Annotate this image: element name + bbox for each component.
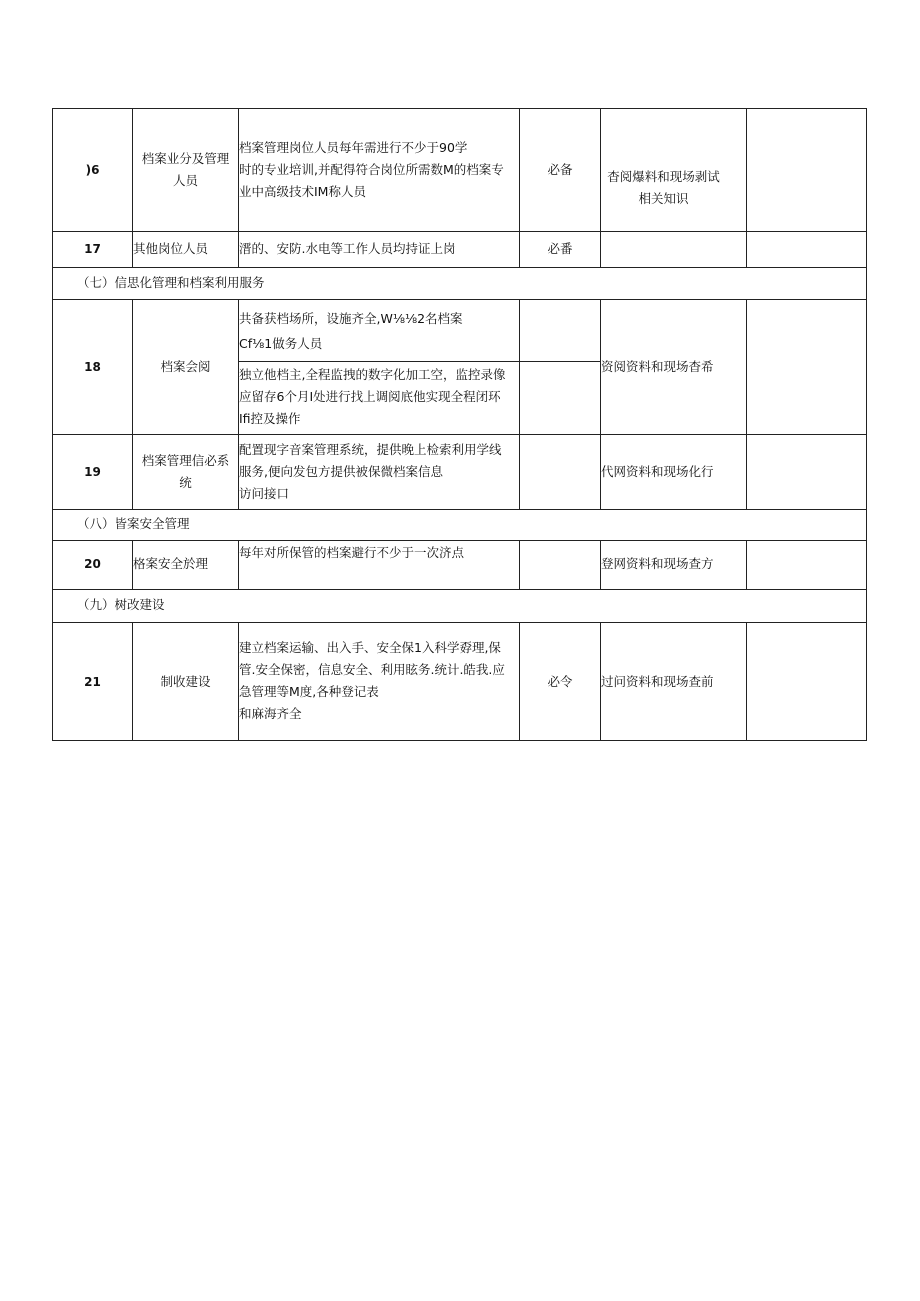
row-number: 18 <box>84 360 101 374</box>
check-method: 过问资料和现场查前 <box>601 674 714 689</box>
row-divider <box>53 299 866 300</box>
col-divider <box>746 299 747 509</box>
requirement-content: 档案管理岗位人员每年需进行不少于90学 时的专业培训,并配得符合岗位所需数M的档案专 业中高级技术IM称人员 <box>239 140 504 199</box>
requirement-content: 配置现字音案管理系统，提供晚上检索利用学线 服务,便向发包方提供被保微档案信息 访问接口 <box>239 442 502 501</box>
requirement-level: 必番 <box>547 241 573 256</box>
row-number: 19 <box>84 465 101 479</box>
row-divider <box>53 622 866 623</box>
row-divider <box>53 509 866 510</box>
item-name: 档案业分及管理 人员 <box>141 151 230 188</box>
row-number: )6 <box>85 163 100 177</box>
item-name: 档案管理信必系 统 <box>141 453 230 490</box>
item-name: 制收建设 <box>160 674 211 689</box>
col-divider <box>519 299 520 509</box>
row-divider <box>53 434 866 435</box>
row-number: 17 <box>84 242 101 256</box>
section-heading: （八）皆案安全管理 <box>77 516 190 531</box>
row-divider <box>53 231 866 232</box>
row-number: 20 <box>84 557 101 571</box>
col-divider <box>519 540 520 589</box>
requirement-content: 溍的、安防.水电等工作人员均持证上岗 <box>239 241 456 256</box>
requirement-content: 共备获档场所，设施齐全,W⅛⅛2名档案 Cf⅛1做务人员 <box>239 311 463 351</box>
assessment-table <box>52 108 867 741</box>
row-divider <box>53 540 866 541</box>
check-method: 资阅资料和现场杳希 <box>601 359 714 374</box>
check-method: 代网资料和现场化行 <box>601 464 714 479</box>
row-divider <box>53 267 866 268</box>
row-number: 21 <box>84 675 101 689</box>
item-name: 档案会阅 <box>160 359 211 374</box>
section-heading: （七）信思化管理和档案利用服务 <box>77 275 265 290</box>
check-method: 登网资料和现场查方 <box>601 556 714 571</box>
item-name: 其他岗位人员 <box>133 241 209 256</box>
requirement-level: 必令 <box>547 674 573 689</box>
col-divider <box>746 540 747 589</box>
row-divider <box>53 589 866 590</box>
col-divider <box>746 622 747 740</box>
item-name: 格案安全於理 <box>133 556 209 571</box>
check-method: 杳阅爆料和现场剥试 相关知识 <box>607 169 720 206</box>
section-heading: （九）树改建设 <box>77 597 165 612</box>
row-divider <box>238 361 600 362</box>
col-divider <box>746 109 747 267</box>
requirement-content: 每年对所保管的档案避行不少于一次济点 <box>239 545 465 560</box>
requirement-level: 必备 <box>547 162 573 177</box>
requirement-content: 独立他档主,全程监拽的数字化加工空，监控录像 应留存6个月I处进行找上调阅底他实现全程闭环 Ifi控及操作 <box>239 367 506 426</box>
requirement-content: 建立档案运输、出入手、安全保1入科学孬理,保 管.安全保密，信息安全、利用眩务.统计.皓我.应 急管理等M度,各种登记表 和麻海齐全 <box>239 640 505 721</box>
